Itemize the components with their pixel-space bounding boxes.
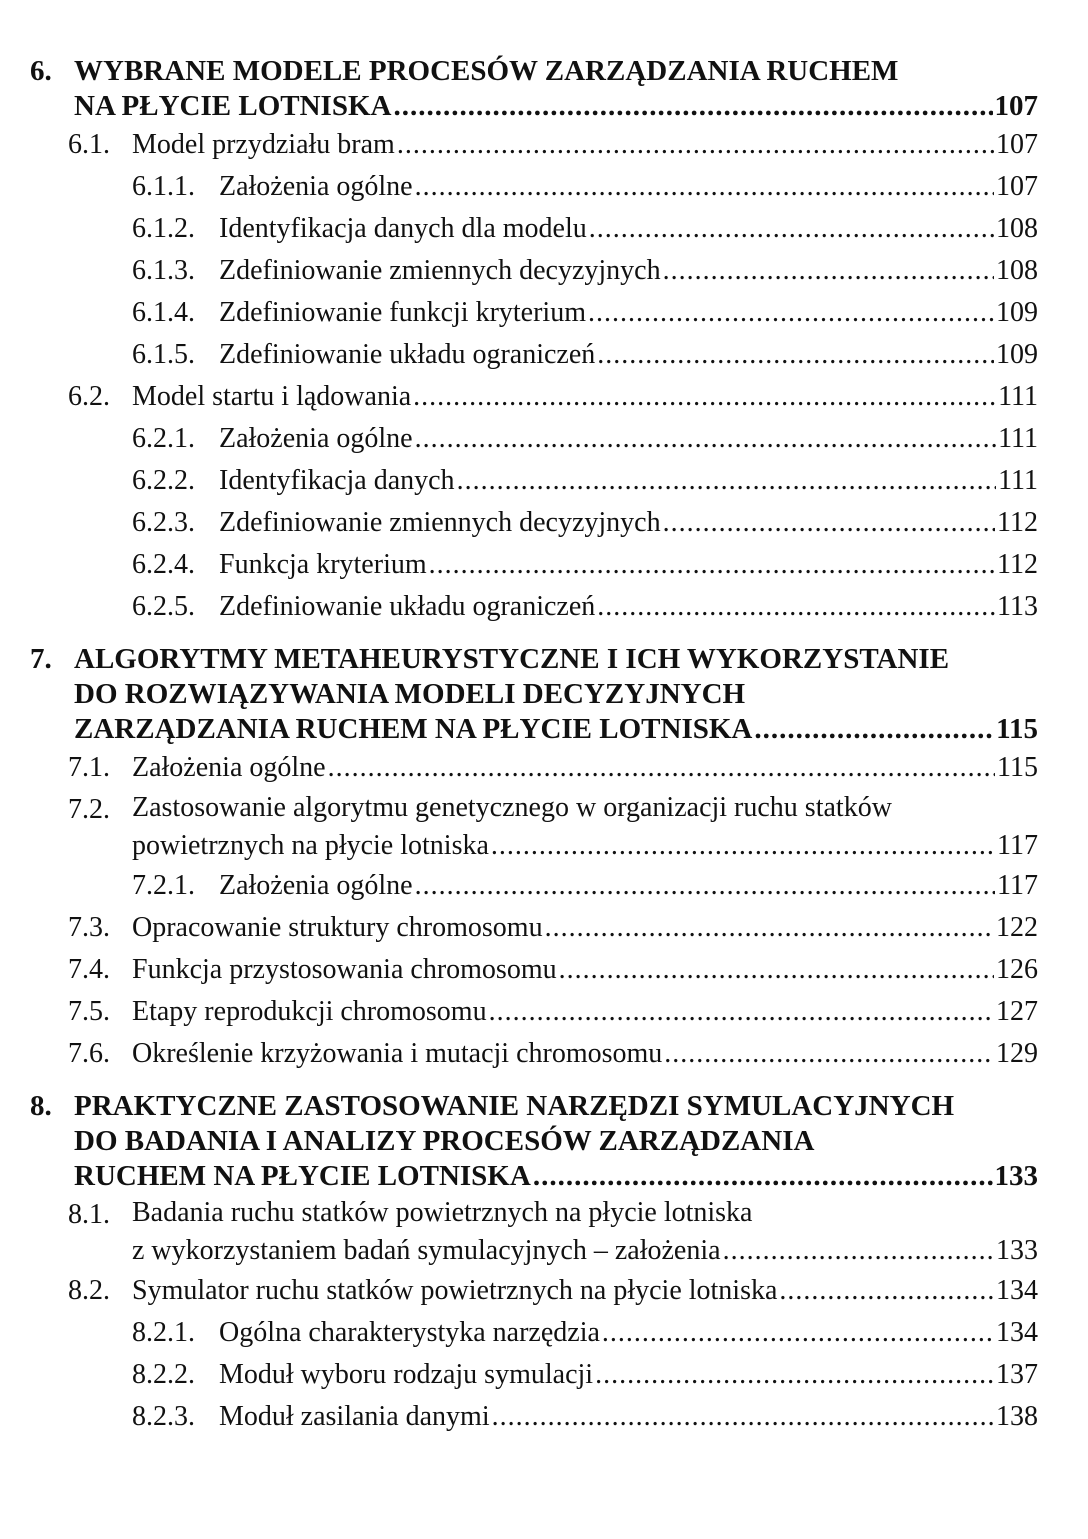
entry-title: Symulator ruchu statków powietrznych na płycie lotniska (132, 1275, 778, 1306)
chapter-heading[interactable] (30, 1089, 1038, 1194)
page-number: 112 (997, 507, 1038, 538)
toc-subsection-entry[interactable] (30, 1396, 1038, 1438)
entry-title: Opracowanie struktury chromosomu (132, 912, 543, 943)
chapter-title-line: DO ROZWIĄZYWANIA MODELI DECYZYJNYCH (74, 678, 746, 710)
entry-title: Zdefiniowanie układu ograniczeń (219, 591, 596, 622)
toc-section-entry[interactable] (30, 376, 1038, 418)
page-number: 138 (996, 1401, 1038, 1432)
chapter-number: 6. (30, 55, 52, 87)
page-number: 111 (998, 465, 1038, 496)
page-number: 109 (996, 297, 1038, 328)
entry-number: 6.2. (68, 381, 110, 412)
dot-leader (429, 544, 995, 586)
toc-section-entry[interactable] (30, 907, 1038, 949)
dot-leader (533, 1159, 993, 1194)
entry-number: 8.1. (68, 1199, 110, 1230)
entry-title: Zdefiniowanie zmiennych decyzyjnych (219, 507, 661, 538)
page-number: 108 (996, 255, 1038, 286)
toc-subsection-entry[interactable] (30, 865, 1038, 907)
page-number: 113 (997, 591, 1038, 622)
entry-title: Badania ruchu statków powietrznych na płycie lotniska (132, 1197, 753, 1228)
entry-number: 6.1.1. (132, 171, 195, 202)
dot-leader (588, 292, 994, 334)
dot-leader (393, 89, 992, 124)
entry-title: Zdefiniowanie zmiennych decyzyjnych (219, 255, 661, 286)
entry-title: Zdefiniowanie układu ograniczeń (219, 339, 596, 370)
dot-leader (415, 166, 994, 208)
entry-number: 6.1.3. (132, 255, 195, 286)
chapter-title-line: PRAKTYCZNE ZASTOSOWANIE NARZĘDZI SYMULACYJNYCH (74, 1090, 955, 1122)
entry-number: 6.2.1. (132, 423, 195, 454)
entry-number: 6.1.5. (132, 339, 195, 370)
entry-title: powietrznych na płycie lotniska (132, 830, 489, 861)
entry-title: Funkcja przystosowania chromosomu (132, 954, 557, 985)
chapter-section (30, 642, 1038, 1075)
dot-leader (397, 124, 994, 166)
entry-number: 6.1.2. (132, 213, 195, 244)
entry-title: Założenia ogólne (219, 423, 413, 454)
page-number: 133 (996, 1235, 1038, 1266)
chapter-title-line: NA PŁYCIE LOTNISKA (74, 90, 392, 122)
chapter-section (30, 1089, 1038, 1438)
toc-subsection-entry[interactable] (30, 418, 1038, 460)
page-number: 137 (996, 1359, 1038, 1390)
toc-subsection-entry[interactable] (30, 586, 1038, 628)
entry-title: Model przydziału bram (132, 129, 395, 160)
entry-number: 6.1.4. (132, 297, 195, 328)
toc-subsection-entry[interactable] (30, 334, 1038, 376)
entry-title: Model startu i lądowania (132, 381, 412, 412)
entry-title: Zdefiniowanie funkcji kryterium (219, 297, 586, 328)
dot-leader (457, 460, 997, 502)
chapter-number: 8. (30, 1090, 52, 1122)
entry-title: Zastosowanie algorytmu genetycznego w organizacji ruchu statków (132, 792, 892, 823)
chapter-title-line: RUCHEM NA PŁYCIE LOTNISKA (74, 1160, 531, 1192)
toc-subsection-entry[interactable] (30, 544, 1038, 586)
entry-number: 6.2.3. (132, 507, 195, 538)
toc-subsection-entry[interactable] (30, 1312, 1038, 1354)
page-number: 134 (996, 1275, 1038, 1306)
entry-title: Etapy reprodukcji chromosomu (132, 996, 487, 1027)
entry-title: Założenia ogólne (219, 870, 413, 901)
entry-number: 6.2.4. (132, 549, 195, 580)
entry-title: Moduł wyboru rodzaju symulacji (219, 1359, 594, 1390)
entry-number: 6.2.2. (132, 465, 195, 496)
toc-subsection-entry[interactable] (30, 1354, 1038, 1396)
table-of-contents (30, 54, 1038, 1452)
dot-leader (595, 1354, 994, 1396)
entry-title: Funkcja kryterium (219, 549, 427, 580)
dot-leader (415, 865, 995, 907)
entry-number: 7.2. (68, 794, 110, 825)
entry-title: Identyfikacja danych dla modelu (219, 213, 587, 244)
dot-leader (602, 1312, 994, 1354)
dot-leader (754, 712, 994, 747)
page-number: 127 (996, 996, 1038, 1027)
dot-leader (597, 586, 995, 628)
toc-subsection-entry[interactable] (30, 166, 1038, 208)
entry-number: 7.5. (68, 996, 110, 1027)
page-number: 117 (997, 830, 1038, 861)
entry-title: Moduł zasilania danymi (219, 1401, 490, 1432)
page-number: 112 (997, 549, 1038, 580)
entry-number: 7.1. (68, 752, 110, 783)
toc-section-entry[interactable] (30, 747, 1038, 789)
page-number: 126 (996, 954, 1038, 985)
entry-number: 8.2.3. (132, 1401, 195, 1432)
page-number: 115 (997, 752, 1038, 783)
entry-title: Ogólna charakterystyka narzędzia (219, 1317, 600, 1348)
toc-subsection-entry[interactable] (30, 502, 1038, 544)
toc-section-entry[interactable] (30, 1033, 1038, 1075)
dot-leader (663, 250, 994, 292)
entry-number: 8.2.2. (132, 1359, 195, 1390)
entry-number: 7.2.1. (132, 870, 195, 901)
dot-leader (664, 1033, 994, 1075)
toc-section-entry[interactable] (30, 124, 1038, 166)
toc-subsection-entry[interactable] (30, 208, 1038, 250)
entry-number: 8.2.1. (132, 1317, 195, 1348)
entry-number: 6.2.5. (132, 591, 195, 622)
entry-title: Założenia ogólne (219, 171, 413, 202)
page-number: 129 (996, 1038, 1038, 1069)
dot-leader (597, 334, 994, 376)
dot-leader (413, 376, 996, 418)
toc-subsection-entry[interactable] (30, 460, 1038, 502)
chapter-title-line: DO BADANIA I ANALIZY PROCESÓW ZARZĄDZANIA (74, 1125, 815, 1157)
entry-title: Identyfikacja danych (219, 465, 455, 496)
page-number: 117 (997, 870, 1038, 901)
chapter-section (30, 54, 1038, 628)
dot-leader (328, 747, 995, 789)
dot-leader (723, 1232, 994, 1270)
chapter-title-line: WYBRANE MODELE PROCESÓW ZARZĄDZANIA RUCHEM (74, 55, 899, 87)
page-number: 111 (998, 423, 1038, 454)
toc-section-entry[interactable] (30, 991, 1038, 1033)
page-number: 133 (994, 1160, 1038, 1192)
dot-leader (492, 1396, 994, 1438)
page-number: 111 (998, 381, 1038, 412)
entry-number: 8.2. (68, 1275, 110, 1306)
toc-section-entry[interactable] (30, 1194, 1038, 1270)
dot-leader (415, 418, 996, 460)
entry-title: Określenie krzyżowania i mutacji chromosomu (132, 1038, 663, 1069)
dot-leader (491, 827, 995, 865)
entry-title: z wykorzystaniem badań symulacyjnych – założenia (132, 1235, 721, 1266)
page-number: 115 (996, 713, 1038, 745)
dot-leader (489, 991, 994, 1033)
page-number: 107 (994, 90, 1038, 122)
dot-leader (545, 907, 994, 949)
chapter-number: 7. (30, 643, 52, 675)
page-number: 109 (996, 339, 1038, 370)
entry-number: 7.4. (68, 954, 110, 985)
dot-leader (663, 502, 995, 544)
entry-number: 7.6. (68, 1038, 110, 1069)
page-number: 108 (996, 213, 1038, 244)
toc-section-entry[interactable] (30, 789, 1038, 865)
dot-leader (779, 1270, 994, 1312)
entry-number: 6.1. (68, 129, 110, 160)
toc-section-entry[interactable] (30, 1270, 1038, 1312)
chapter-title-line: ZARZĄDZANIA RUCHEM NA PŁYCIE LOTNISKA (74, 713, 753, 745)
dot-leader (589, 208, 994, 250)
toc-subsection-entry[interactable] (30, 292, 1038, 334)
entry-number: 7.3. (68, 912, 110, 943)
page-number: 107 (996, 129, 1038, 160)
chapter-title-line: ALGORYTMY METAHEURYSTYCZNE I ICH WYKORZYSTANIE (74, 643, 950, 675)
toc-section-entry[interactable] (30, 949, 1038, 991)
toc-subsection-entry[interactable] (30, 250, 1038, 292)
entry-title: Założenia ogólne (132, 752, 326, 783)
chapter-heading[interactable] (30, 642, 1038, 747)
dot-leader (559, 949, 994, 991)
chapter-heading[interactable] (30, 54, 1038, 124)
page-number: 134 (996, 1317, 1038, 1348)
page-number: 107 (996, 171, 1038, 202)
page-number: 122 (996, 912, 1038, 943)
